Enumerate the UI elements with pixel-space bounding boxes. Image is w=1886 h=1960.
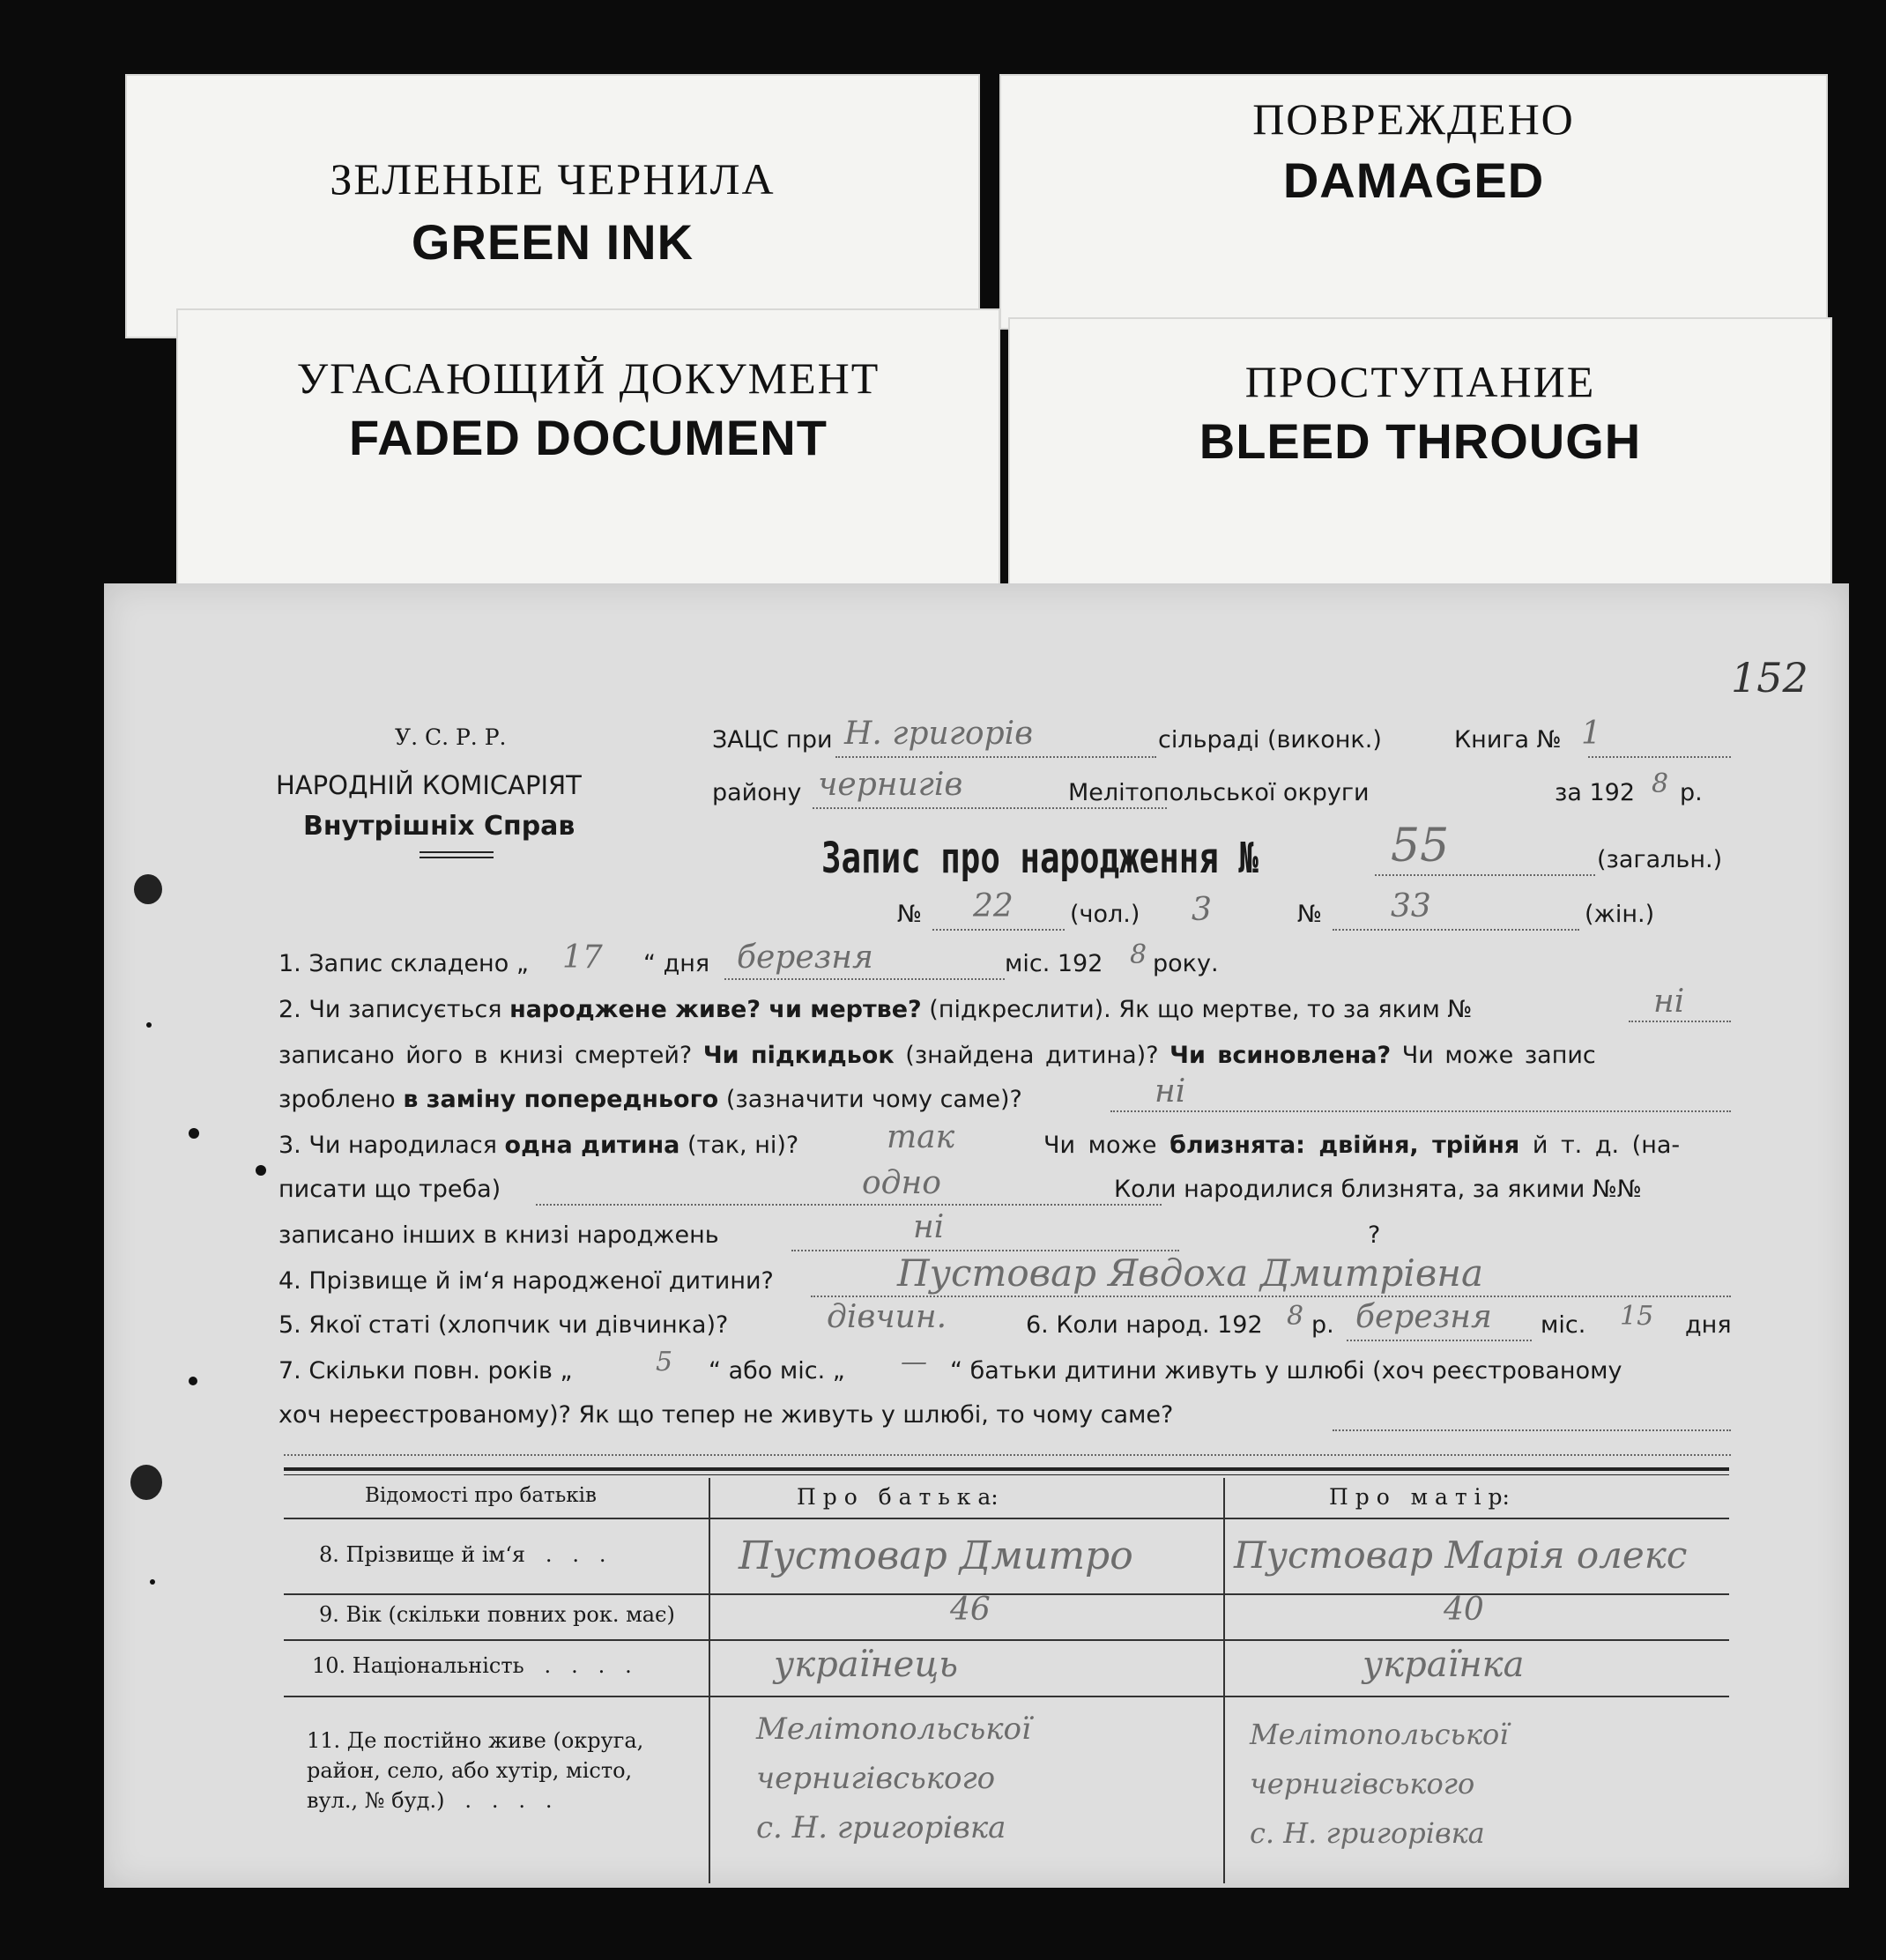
punch-hole <box>134 874 162 904</box>
handwritten-3: 3 <box>1192 892 1212 928</box>
table-col-header-father: П р о б а т ь к а: <box>797 1484 999 1510</box>
mother-residence-handwritten: Мелітопольської чернигівського с. Н. григорівка <box>1250 1718 1509 1850</box>
q3-text-i: записано інших в книзі народжень <box>278 1221 719 1249</box>
table-col-rule <box>1223 1478 1225 1883</box>
q3g-handwritten: одно <box>862 1165 941 1201</box>
q2-j: в заміну попереднього <box>403 1086 719 1113</box>
header-double-rule <box>420 851 494 858</box>
q7-text-b: “ або міс. „ <box>709 1357 845 1385</box>
q2-text-i <box>278 1086 1022 1113</box>
q6-text-a: 6. Коли народ. 192 <box>1026 1311 1263 1339</box>
q4-dots <box>811 1296 1731 1297</box>
card-green-ink-ru: ЗЕЛЕНЫЕ ЧЕРНИЛА <box>330 154 776 204</box>
table-col-rule <box>709 1478 710 1883</box>
margin-mark <box>146 1022 152 1028</box>
q3i-handwritten: ні <box>913 1209 945 1245</box>
card-bleed-en: BLEED THROUGH <box>1199 413 1642 469</box>
zags-suffix: сільраді (виконк.) <box>1158 726 1382 754</box>
female-number-dots <box>1333 929 1579 931</box>
q7-text-a: 7. Скільки повн. років „ <box>278 1357 573 1385</box>
card-green-ink <box>125 74 980 338</box>
q1-text-d: року. <box>1153 950 1219 977</box>
q6-text-d: дня <box>1685 1311 1732 1339</box>
q7-months-handwritten: — <box>901 1347 927 1377</box>
q7-dots <box>1333 1429 1731 1431</box>
table-row-rule <box>284 1639 1729 1641</box>
q2k-handwritten: ні <box>1155 1073 1186 1110</box>
commissariat-label: НАРОДНІЙ КОМІСАРІЯТ <box>276 770 582 800</box>
mother-age-handwritten: 40 <box>1444 1592 1484 1628</box>
q2-dots <box>1629 1021 1731 1022</box>
q2-text-d <box>278 1042 1596 1069</box>
table-row-label-name: 8. Прізвище й ім‘я . . . <box>319 1542 606 1567</box>
card-damaged-ru: ПОВРЕЖДЕНО <box>1252 94 1575 144</box>
record-general-label: (загальн.) <box>1597 846 1723 873</box>
year-label: за 192 <box>1555 779 1636 806</box>
q2-d: записано його в книзі смертей? <box>278 1042 693 1069</box>
year-suffix: р. <box>1680 779 1703 806</box>
female-number-sign: № <box>1297 901 1323 928</box>
q6-text-b: р. <box>1311 1311 1334 1339</box>
father-age-handwritten: 46 <box>950 1592 991 1628</box>
book-dots <box>1588 756 1731 758</box>
q3-f: й т. д. (на- <box>1532 1132 1681 1159</box>
father-nationality-handwritten: українець <box>774 1644 959 1685</box>
district-dots <box>813 807 1167 809</box>
card-bleed <box>1008 317 1832 599</box>
mother-nationality-handwritten: українка <box>1363 1644 1525 1685</box>
okrug-label: Мелітопольської округи <box>1068 779 1370 806</box>
male-label: (чол.) <box>1070 901 1140 928</box>
q2-e: Чи підкидьок <box>702 1042 895 1069</box>
card-damaged-en: DAMAGED <box>1282 152 1545 208</box>
q3-handwritten: так <box>887 1119 955 1155</box>
q7-text-d: хоч нереєстрованому)? Як що тепер не живуть у шлюбі, то чому саме? <box>278 1401 1174 1429</box>
district-handwritten: чернигів <box>818 767 963 803</box>
margin-mark <box>189 1128 199 1139</box>
table-row-label-residence: 11. Де постійно живе (округа, район, село, або хутір, місто, вул., № буд.) . . . . <box>307 1728 644 1813</box>
q4-text: 4. Прізвище й ім‘я народженої дитини? <box>278 1267 774 1295</box>
card-bleed-ru: ПРОСТУПАНИЕ <box>1244 357 1596 406</box>
record-number-dots <box>1375 874 1595 876</box>
q6-day-handwritten: 15 <box>1620 1301 1654 1332</box>
card-damaged <box>999 74 1828 330</box>
q3-b: одна дитина <box>504 1132 680 1159</box>
q1-month-handwritten: березня <box>737 939 873 976</box>
q2k-dots <box>1110 1110 1731 1112</box>
father-residence-handwritten: Мелітопольської чернигівського с. Н. григорівка <box>756 1711 1031 1845</box>
book-handwritten: 1 <box>1581 716 1601 752</box>
table-row-rule <box>284 1696 1729 1697</box>
female-number-handwritten: 33 <box>1391 888 1431 924</box>
male-number-handwritten: 22 <box>973 888 1014 924</box>
q7-text-c: “ батьки дитини живуть у шлюбі (хоч реєстрованому <box>950 1357 1622 1385</box>
q3-text-j: ? <box>1368 1221 1381 1249</box>
book-label: Книга № <box>1454 726 1562 754</box>
q6-text-c: міс. <box>1541 1311 1586 1339</box>
q3-text-g: писати що треба) <box>278 1176 501 1203</box>
q3-text-a <box>278 1132 798 1159</box>
q1-text-c: міс. 192 <box>1005 950 1103 977</box>
q3-text-h: Коли народилися близнята, за якими №№ <box>1114 1176 1643 1203</box>
q2-i: зроблено <box>278 1086 396 1113</box>
record-title: Запис про народження № <box>821 834 1259 883</box>
q1-text-a: 1. Запис складено „ <box>278 950 529 977</box>
q5-text: 5. Якої статі (хлопчик чи дівчинка)? <box>278 1311 729 1339</box>
card-faded <box>176 308 1000 599</box>
table-header-rule <box>284 1518 1729 1519</box>
q1-month-dots <box>724 978 1005 980</box>
margin-mark <box>150 1579 155 1585</box>
record-number-handwritten: 55 <box>1391 820 1450 872</box>
q2-f: (знайдена дитина)? <box>905 1042 1159 1069</box>
father-name-handwritten: Пустовар Дмитро <box>739 1533 1133 1578</box>
q3-d: Чи може <box>1043 1132 1157 1159</box>
male-number-dots <box>932 929 1065 931</box>
q7-years-handwritten: 5 <box>656 1347 673 1377</box>
q6-year-handwritten: 8 <box>1287 1301 1304 1332</box>
village-handwritten: Н. григорів <box>844 716 1034 752</box>
table-row-label-nationality: 10. Національність . . . . <box>312 1653 632 1678</box>
year-handwritten: 8 <box>1652 768 1669 799</box>
q3-c: (так, ні)? <box>687 1132 799 1159</box>
district-label: району <box>712 779 802 806</box>
card-faded-en: FADED DOCUMENT <box>349 410 828 465</box>
q2-c: (підкреслити). Як що мертве, то за яким № <box>929 996 1473 1023</box>
table-top-rule <box>284 1467 1729 1471</box>
mother-name-handwritten: Пустовар Марія олекс <box>1234 1533 1688 1577</box>
table-col-header-mother: П р о м а т і р: <box>1329 1484 1510 1510</box>
q1-text-b: “ дня <box>643 950 710 977</box>
q7-dots-2 <box>284 1454 1731 1456</box>
q3-a: 3. Чи народилася <box>278 1132 497 1159</box>
page-number: 152 <box>1731 654 1808 702</box>
q1-day-handwritten: 17 <box>562 939 603 976</box>
q2-handwritten: ні <box>1653 984 1685 1020</box>
margin-mark <box>189 1377 197 1385</box>
q3g-dots <box>536 1204 1162 1206</box>
margin-mark <box>256 1165 266 1176</box>
table-row-rule <box>284 1593 1729 1595</box>
q2-a: 2. Чи записується <box>278 996 502 1023</box>
ussr-label: У. С. Р. Р. <box>395 724 507 750</box>
q6-month-handwritten: березня <box>1355 1299 1492 1335</box>
zags-prefix: ЗАЦС при <box>712 726 833 754</box>
q3-e: близнята: двійня, трійня <box>1169 1132 1520 1159</box>
q3-text-d <box>1043 1132 1680 1159</box>
q1-year-handwritten: 8 <box>1130 939 1147 970</box>
male-number-sign: № <box>897 901 923 928</box>
q2-text-a <box>278 996 1472 1023</box>
q2-k: (зазначити чому саме)? <box>725 1086 1022 1113</box>
female-label: (жін.) <box>1585 901 1655 928</box>
village-dots <box>835 756 1156 758</box>
q4-handwritten: Пустовар Явдоха Дмитрівна <box>897 1251 1484 1295</box>
card-green-ink-en: GREEN INK <box>411 214 694 270</box>
card-faded-ru: УГАСАЮЩИЙ ДОКУМЕНТ <box>296 353 880 403</box>
birth-record-form <box>104 583 1849 1888</box>
table-row-label-age: 9. Вік (скільки повних рок. має) <box>319 1602 675 1627</box>
table-col-header-parents: Відомості про батьків <box>365 1484 597 1507</box>
q2-b: народжене живе? чи мертве? <box>509 996 922 1023</box>
q6-month-dots <box>1347 1340 1532 1341</box>
punch-hole <box>130 1465 162 1500</box>
q2-h: Чи може запис <box>1401 1042 1596 1069</box>
internal-affairs-label: Внутрішніх Справ <box>303 811 575 842</box>
q2-g: Чи всиновлена? <box>1169 1042 1392 1069</box>
table-top-rule-thin <box>284 1474 1729 1475</box>
q5-handwritten: дівчин. <box>827 1299 947 1335</box>
